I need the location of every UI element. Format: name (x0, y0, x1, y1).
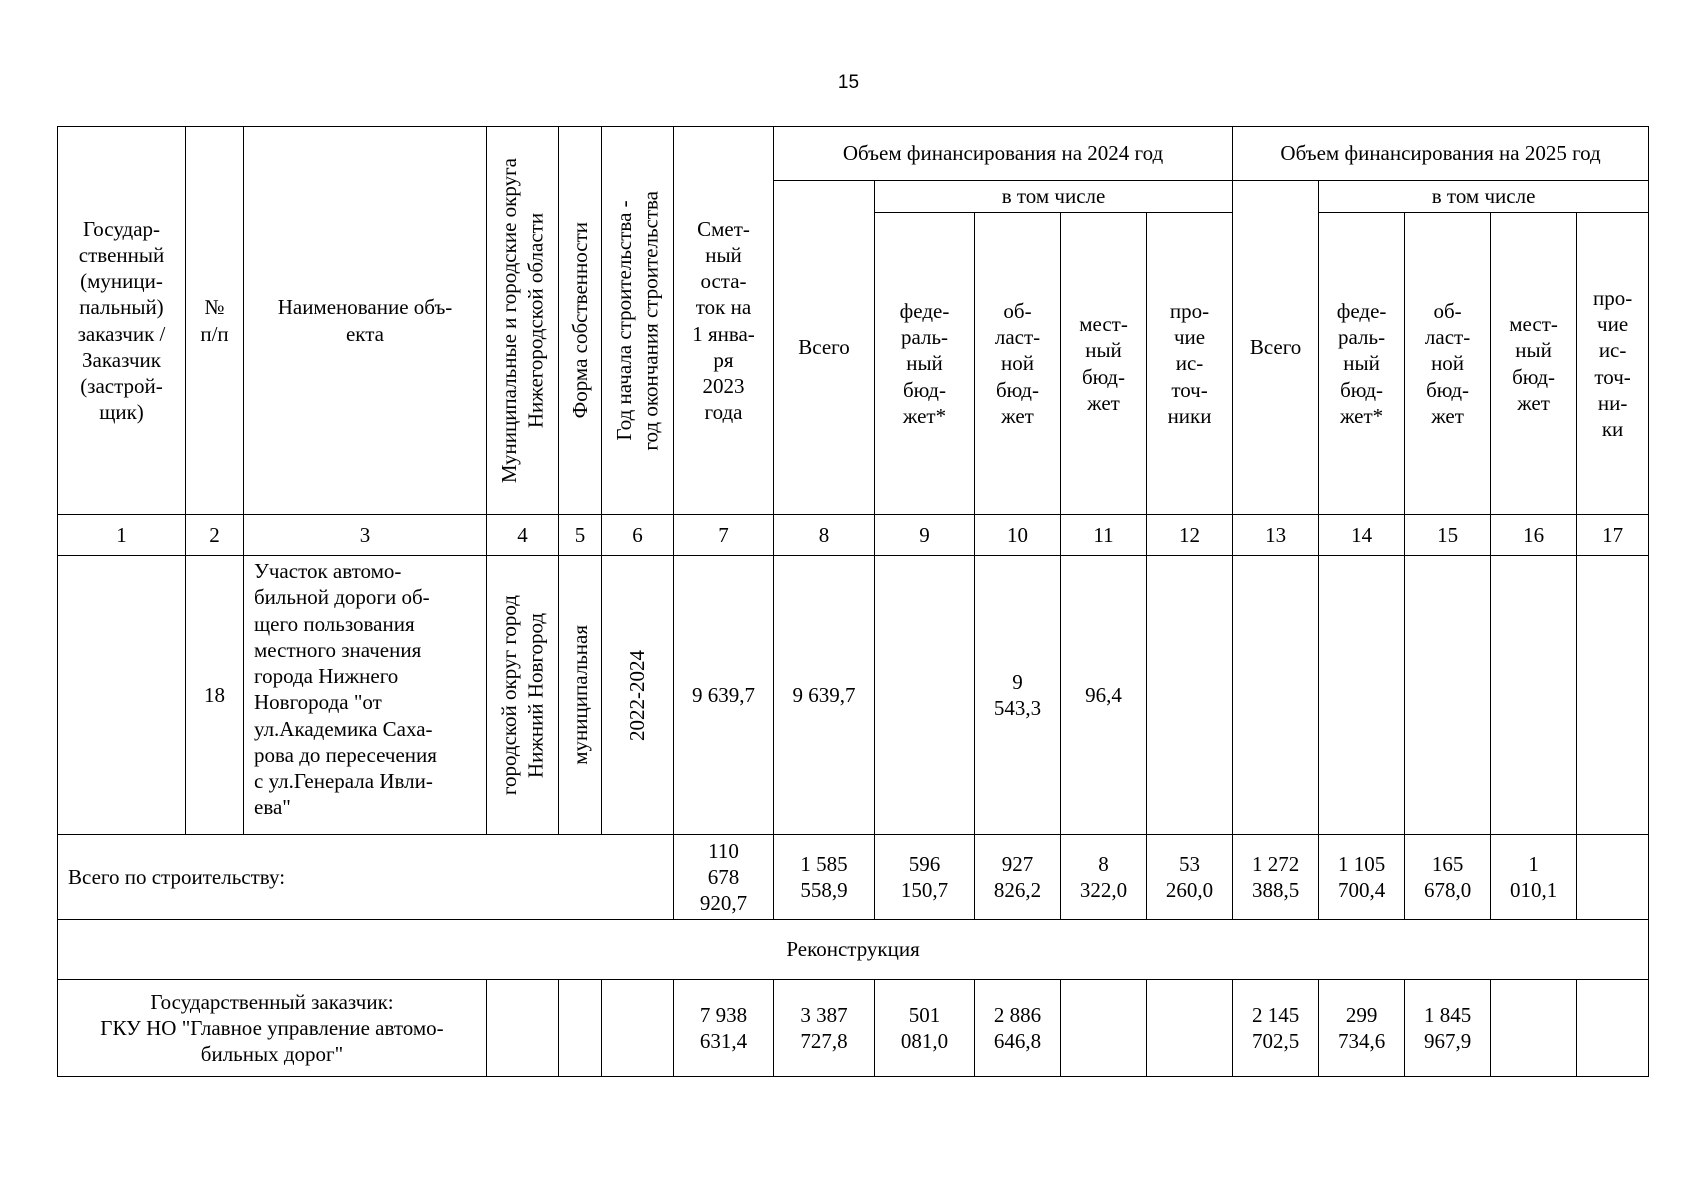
customer-total-2025: 2 145 702,5 (1233, 980, 1319, 1077)
customer-remainder: 7 938 631,4 (674, 980, 774, 1077)
state-customer-label: Государственный заказчик: ГКУ НО "Главное управление автомо- бильных дорог" (58, 980, 487, 1077)
table-row-total-construction (58, 835, 1649, 920)
cell-number: 18 (186, 556, 244, 835)
cell-empty (487, 980, 559, 1077)
header-local-2024: мест- ный бюд- жет (1061, 213, 1147, 515)
table-row-object-18 (58, 556, 1649, 835)
section-title: Реконструкция (58, 920, 1649, 980)
col-number: 12 (1147, 515, 1233, 556)
total-2025: 1 272 388,5 (1233, 835, 1319, 920)
cell-oblast-2025 (1405, 556, 1491, 835)
total-other-2024: 53 260,0 (1147, 835, 1233, 920)
cell-ownership: муниципальная (559, 556, 602, 835)
cell-oblast-2024: 9 543,3 (975, 556, 1061, 835)
customer-oblast-2025: 1 845 967,9 (1405, 980, 1491, 1077)
header-districts: Муниципальные и городские округа Нижегородской области (487, 127, 559, 515)
col-number: 7 (674, 515, 774, 556)
cell-federal-2025 (1319, 556, 1405, 835)
col-number: 1 (58, 515, 186, 556)
header-federal-2025: феде- раль- ный бюд- жет* (1319, 213, 1405, 515)
col-number: 6 (602, 515, 674, 556)
header-remainder: Смет- ный оста- ток на 1 янва- ря 2023 года (674, 127, 774, 515)
col-number: 8 (774, 515, 875, 556)
header-group-2025: Объем финансирования на 2025 год (1233, 127, 1649, 181)
cell-years: 2022-2024 (602, 556, 674, 835)
col-number: 14 (1319, 515, 1405, 556)
col-number: 5 (559, 515, 602, 556)
column-numbers-row (58, 515, 1649, 556)
col-number: 16 (1491, 515, 1577, 556)
customer-total-2024: 3 387 727,8 (774, 980, 875, 1077)
cell-other-2025 (1577, 556, 1649, 835)
header-including-2024: в том числе (875, 181, 1233, 213)
cell-total-2025 (1233, 556, 1319, 835)
cell-total-2024: 9 639,7 (774, 556, 875, 835)
header-ownership: Форма собственности (559, 127, 602, 515)
cell-local-2024: 96,4 (1061, 556, 1147, 835)
total-federal-2025: 1 105 700,4 (1319, 835, 1405, 920)
customer-local-2025 (1491, 980, 1577, 1077)
header-total-2024: Всего (774, 181, 875, 515)
total-construction-label: Всего по строительству: (58, 835, 674, 920)
cell-district: городской округ город Нижний Новгород (487, 556, 559, 835)
cell-empty (559, 980, 602, 1077)
cell-customer (58, 556, 186, 835)
header-other-2025: про- чие ис- точ- ни- ки (1577, 213, 1649, 515)
header-oblast-2025: об- ласт- ной бюд- жет (1405, 213, 1491, 515)
header-object-name: Наименование объ- екта (244, 127, 487, 515)
customer-other-2024 (1147, 980, 1233, 1077)
customer-federal-2024: 501 081,0 (875, 980, 975, 1077)
customer-oblast-2024: 2 886 646,8 (975, 980, 1061, 1077)
total-federal-2024: 596 150,7 (875, 835, 975, 920)
cell-local-2025 (1491, 556, 1577, 835)
col-number: 4 (487, 515, 559, 556)
total-local-2025: 1 010,1 (1491, 835, 1577, 920)
col-number: 17 (1577, 515, 1649, 556)
section-header-row (58, 920, 1649, 980)
total-remainder: 110 678 920,7 (674, 835, 774, 920)
header-total-2025: Всего (1233, 181, 1319, 515)
header-row-1 (58, 127, 1649, 181)
col-number: 2 (186, 515, 244, 556)
col-number: 15 (1405, 515, 1491, 556)
cell-other-2024 (1147, 556, 1233, 835)
header-number: № п/п (186, 127, 244, 515)
header-including-2025: в том числе (1319, 181, 1649, 213)
page-number: 15 (837, 72, 860, 93)
header-group-2024: Объем финансирования на 2024 год (774, 127, 1233, 181)
cell-empty (602, 980, 674, 1077)
cell-object-name: Участок автомо- бильной дороги об- щего пользования местного значения города Нижнего Новгорода "от ул.Академика Саха- рова до пересечения с ул.Генерала Ивли- ева" (244, 556, 487, 835)
header-customer: Государ- ственный (муници- пальный) заказчик / Заказчик (застрой- щик) (58, 127, 186, 515)
total-oblast-2024: 927 826,2 (975, 835, 1061, 920)
header-years: Год начала строительства - год окончания строительства (602, 127, 674, 515)
table-row-state-customer (58, 980, 1649, 1077)
col-number: 9 (875, 515, 975, 556)
col-number: 3 (244, 515, 487, 556)
header-local-2025: мест- ный бюд- жет (1491, 213, 1577, 515)
customer-local-2024 (1061, 980, 1147, 1077)
customer-other-2025 (1577, 980, 1649, 1077)
header-federal-2024: феде- раль- ный бюд- жет* (875, 213, 975, 515)
col-number: 11 (1061, 515, 1147, 556)
header-oblast-2024: об- ласт- ной бюд- жет (975, 213, 1061, 515)
cell-remainder: 9 639,7 (674, 556, 774, 835)
total-oblast-2025: 165 678,0 (1405, 835, 1491, 920)
total-local-2024: 8 322,0 (1061, 835, 1147, 920)
financing-table (57, 126, 1649, 1077)
cell-federal-2024 (875, 556, 975, 835)
header-other-2024: про- чие ис- точ- ники (1147, 213, 1233, 515)
total-other-2025 (1577, 835, 1649, 920)
col-number: 13 (1233, 515, 1319, 556)
col-number: 10 (975, 515, 1061, 556)
customer-federal-2025: 299 734,6 (1319, 980, 1405, 1077)
total-2024: 1 585 558,9 (774, 835, 875, 920)
